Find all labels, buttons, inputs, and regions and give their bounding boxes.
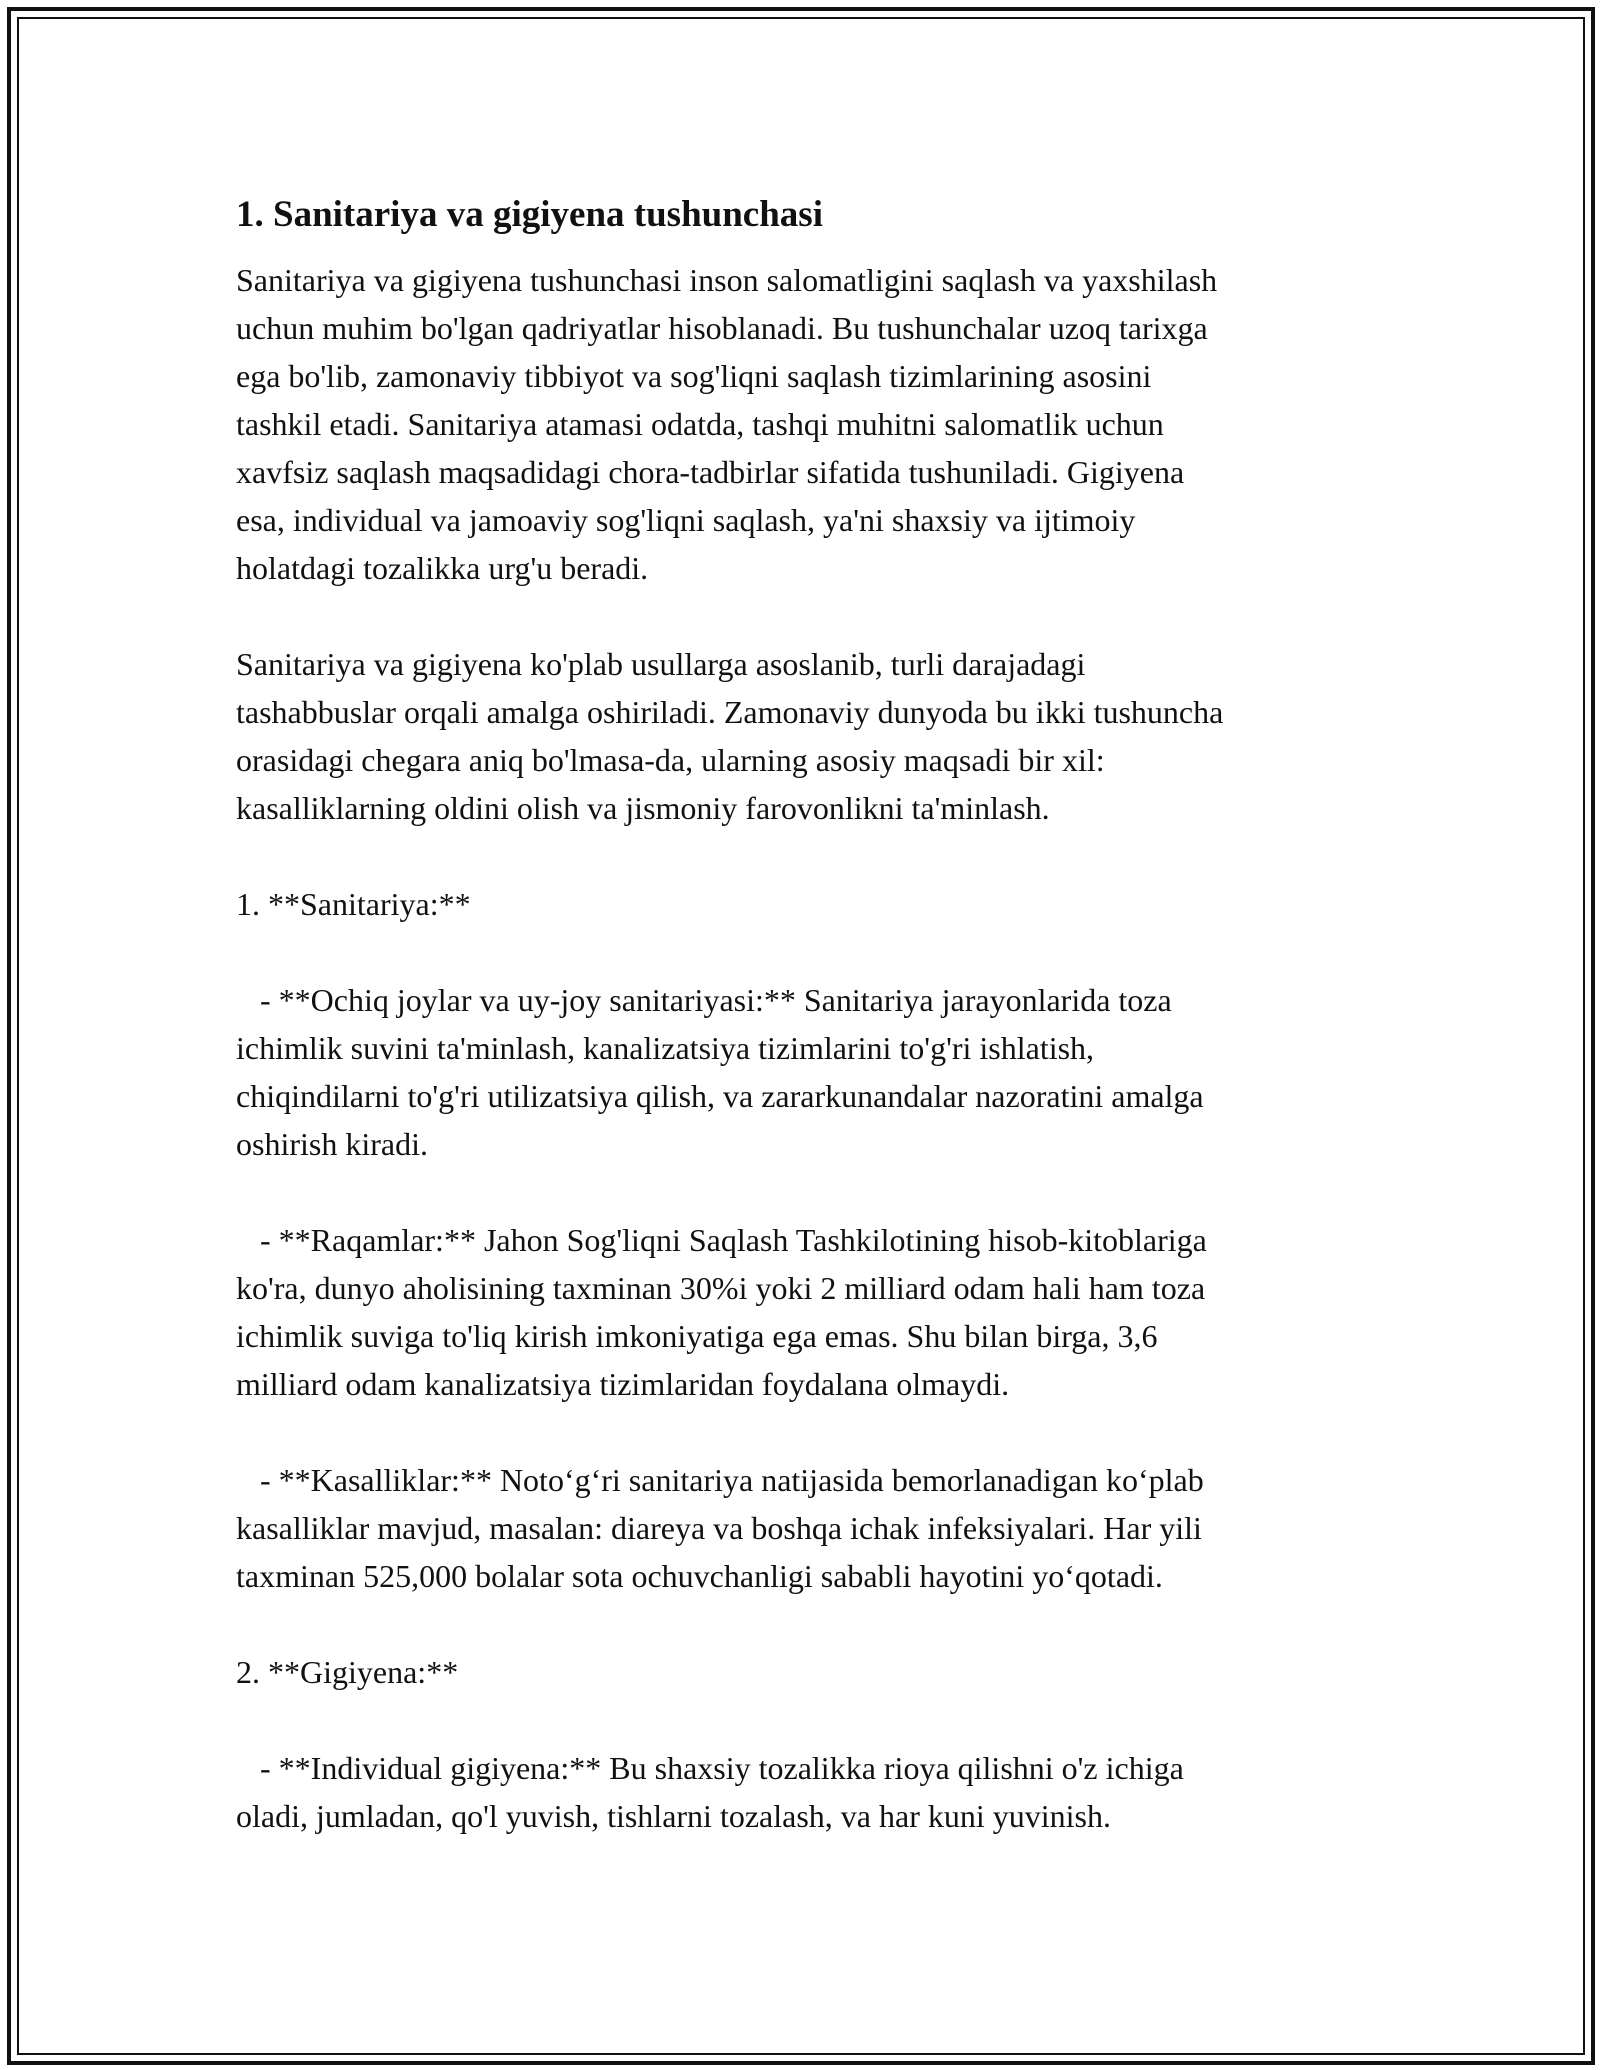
list-item-diseases: - **Kasalliklar:** Noto‘g‘ri sanitariya natijasida bemorlanadigan ko‘plab kasalliklar mavjud, masalan: diareya va boshqa ichak infeksiyalari. Har yili taxminan 525,000 bolalar sota ochuvchanligi sababli hayotini yo‘qotadi. xyxy=(236,1462,1204,1594)
list-item-individual-hygiene: - **Individual gigiyena:** Bu shaxsiy tozalikka rioya qilishni o'z ichiga oladi, jumladan, qo'l yuvish, tishlarni tozalash, va har kuni yuvinish. xyxy=(236,1750,1184,1834)
list-item-open-spaces: - **Ochiq joylar va uy-joy sanitariyasi:** Sanitariya jarayonlarida toza ichimlik suvini ta'minlash, kanalizatsiya tizimlarini to'g'ri ishlatish, chiqindilarni to'g'ri utilizatsiya qilish, va zararkunandalar nazoratini amalga oshirish kiradi. xyxy=(236,982,1204,1162)
document-body xyxy=(236,186,1386,1840)
list-item-numbers: - **Raqamlar:** Jahon Sog'liqni Saqlash Tashkilotining hisob-kitoblariga ko'ra, dunyo aholisining taxminan 30%i yoki 2 milliard odam hali ham toza ichimlik suviga to'liq kirish imkoniyatiga ega emas. Shu bilan birga, 3,6 milliard odam kanalizatsiya tizimlaridan foydalana olmaydi. xyxy=(236,1222,1207,1402)
list-heading-sanitation: 1. **Sanitariya:** xyxy=(236,886,471,922)
paragraph-methods: Sanitariya va gigiyena ko'plab usullarga asoslanib, turli darajadagi tashabbuslar orqali amalga oshiriladi. Zamonaviy dunyoda bu ikki tushuncha orasidagi chegara aniq bo'lmasa-da, ularning asosiy maqsadi bir xil: kasalliklarning oldini olish va jismoniy farovonlikni ta'minlash. xyxy=(236,646,1224,826)
paragraph-intro: Sanitariya va gigiyena tushunchasi inson salomatligini saqlash va yaxshilash uchun muhim bo'lgan qadriyatlar hisoblanadi. Bu tushunchalar uzoq tarixga ega bo'lib, zamonaviy tibbiyot va sog'liqni saqlash tizimlarining asosini tashkil etadi. Sanitariya atamasi odatda, tashqi muhitni salomatlik uchun xavfsiz saqlash maqsadidagi chora-tadbirlar sifatida tushuniladi. Gigiyena esa, individual va jamoaviy sog'liqni saqlash, ya'ni shaxsiy va ijtimoiy holatdagi tozalikka urg'u beradi. xyxy=(236,262,1218,586)
section-heading: 1. Sanitariya va gigiyena tushunchasi xyxy=(236,194,823,235)
list-heading-hygiene: 2. **Gigiyena:** xyxy=(236,1654,459,1690)
